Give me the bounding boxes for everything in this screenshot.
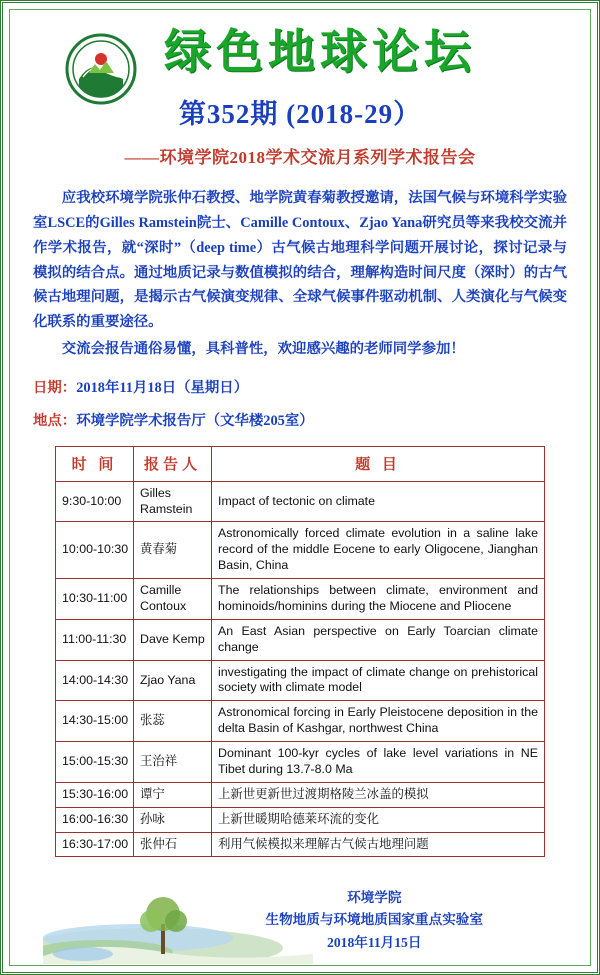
cell-time: 16:30-17:00 — [56, 832, 134, 857]
body-text — [33, 186, 567, 361]
table-row — [56, 807, 545, 832]
column-header-topic: 题 目 — [212, 446, 545, 481]
cell-topic: Impact of tectonic on climate — [212, 481, 545, 522]
footer-signature — [266, 887, 484, 954]
event-place-label: 地点： — [33, 412, 77, 429]
schedule-table-body — [56, 481, 545, 857]
cell-topic: An East Asian perspective on Early Toarcian climate change — [212, 619, 545, 660]
event-date-line — [33, 376, 567, 397]
table-row — [56, 522, 545, 579]
zhb-logo-icon — [65, 33, 137, 105]
body-paragraph-1: 应我校环境学院张仲石教授、地学院黄春菊教授邀请，法国气候与环境科学实验室LSCE的Gilles Ramstein院士、Camille Contoux、Zjao Yana研究员等来我校交流并作学术报告，就“深时”（deep time）古气候古地理科学问题开展讨论，探讨记录与模拟的结合点。通过地质记录与数值模拟的结合，理解构造时间尺度（深时）的古气候古地理问题，是揭示古气候演变规律、全球气候事件驱动机制、人类演化与气候变化联系的重要途径。 — [33, 190, 567, 331]
issue-number: 第352期 (2018-29） — [178, 99, 422, 130]
cell-speaker: Zjao Yana — [134, 660, 212, 701]
cell-speaker: 王治祥 — [134, 742, 212, 783]
cell-time: 15:00-15:30 — [56, 742, 134, 783]
schedule-table-wrapper — [55, 446, 545, 858]
cell-speaker: 张仲石 — [134, 832, 212, 857]
cell-topic: Dominant 100-kyr cycles of lake level variations in NE Tibet during 13.7-8.0 Ma — [212, 742, 545, 783]
table-header-row — [56, 446, 545, 481]
cell-topic: The relationships between climate, environment and hominoids/hominins during the Miocene and Pliocene — [212, 579, 545, 620]
cell-time: 9:30-10:00 — [56, 481, 134, 522]
footer-date: 2018年11月15日 — [327, 934, 422, 950]
event-place-line — [33, 409, 567, 430]
cell-topic: 上新世暖期哈德莱环流的变化 — [212, 807, 545, 832]
event-date-value: 2018年11月18日（星期日） — [76, 379, 249, 396]
event-place-value: 环境学院学术报告厅（文华楼205室） — [76, 412, 314, 429]
cell-time: 11:00-11:30 — [56, 619, 134, 660]
svg-text:ZHB: ZHB — [91, 85, 111, 95]
cell-time: 16:00-16:30 — [56, 807, 134, 832]
cell-topic: Astronomical forcing in Early Pleistocene deposition in the delta Basin of Kashgar, northwest China — [212, 701, 545, 742]
footer-org-1: 环境学院 — [347, 889, 402, 905]
poster-footer — [3, 872, 600, 964]
cell-speaker: Gilles Ramstein — [134, 481, 212, 522]
cell-time: 14:30-15:00 — [56, 701, 134, 742]
event-date-label: 日期： — [33, 379, 77, 396]
cell-speaker: 孙咏 — [134, 807, 212, 832]
page-title: 绿色地球论坛 — [164, 27, 476, 79]
table-row — [56, 579, 545, 620]
cell-topic: Astronomically forced climate evolution in a saline lake record of the middle Eocene to early Oligocene, Jianghan Basin, China — [212, 522, 545, 579]
table-row — [56, 782, 545, 807]
cell-topic: 上新世更新世过渡期格陵兰冰盖的模拟 — [212, 782, 545, 807]
table-row — [56, 481, 545, 522]
cell-speaker: 张蕊 — [134, 701, 212, 742]
footer-org-2: 生物地质与环境地质国家重点实验室 — [265, 912, 483, 928]
cell-speaker: 谭宁 — [134, 782, 212, 807]
table-row — [56, 660, 545, 701]
table-row — [56, 701, 545, 742]
body-paragraph-2: 交流会报告通俗易懂，具科普性，欢迎感兴趣的老师同学参加！ — [61, 340, 465, 357]
cell-time: 14:00-14:30 — [56, 660, 134, 701]
poster-header — [3, 3, 597, 168]
cell-speaker: Dave Kemp — [134, 619, 212, 660]
schedule-table — [55, 446, 545, 858]
series-subtitle: ——环境学院2018学术交流月系列学术报告会 — [124, 148, 476, 168]
column-header-time: 时 间 — [56, 446, 134, 481]
cell-speaker: Camille Contoux — [134, 579, 212, 620]
cell-topic: 利用气候模拟来理解古气候古地理问题 — [212, 832, 545, 857]
column-header-speaker: 报告人 — [134, 446, 212, 481]
cell-time: 10:00-10:30 — [56, 522, 134, 579]
table-row — [56, 742, 545, 783]
cell-topic: investigating the impact of climate change on prehistorical society with climate model — [212, 660, 545, 701]
table-row — [56, 619, 545, 660]
cell-time: 10:30-11:00 — [56, 579, 134, 620]
cell-time: 15:30-16:00 — [56, 782, 134, 807]
table-row — [56, 832, 545, 857]
cell-speaker: 黄春菊 — [134, 522, 212, 579]
